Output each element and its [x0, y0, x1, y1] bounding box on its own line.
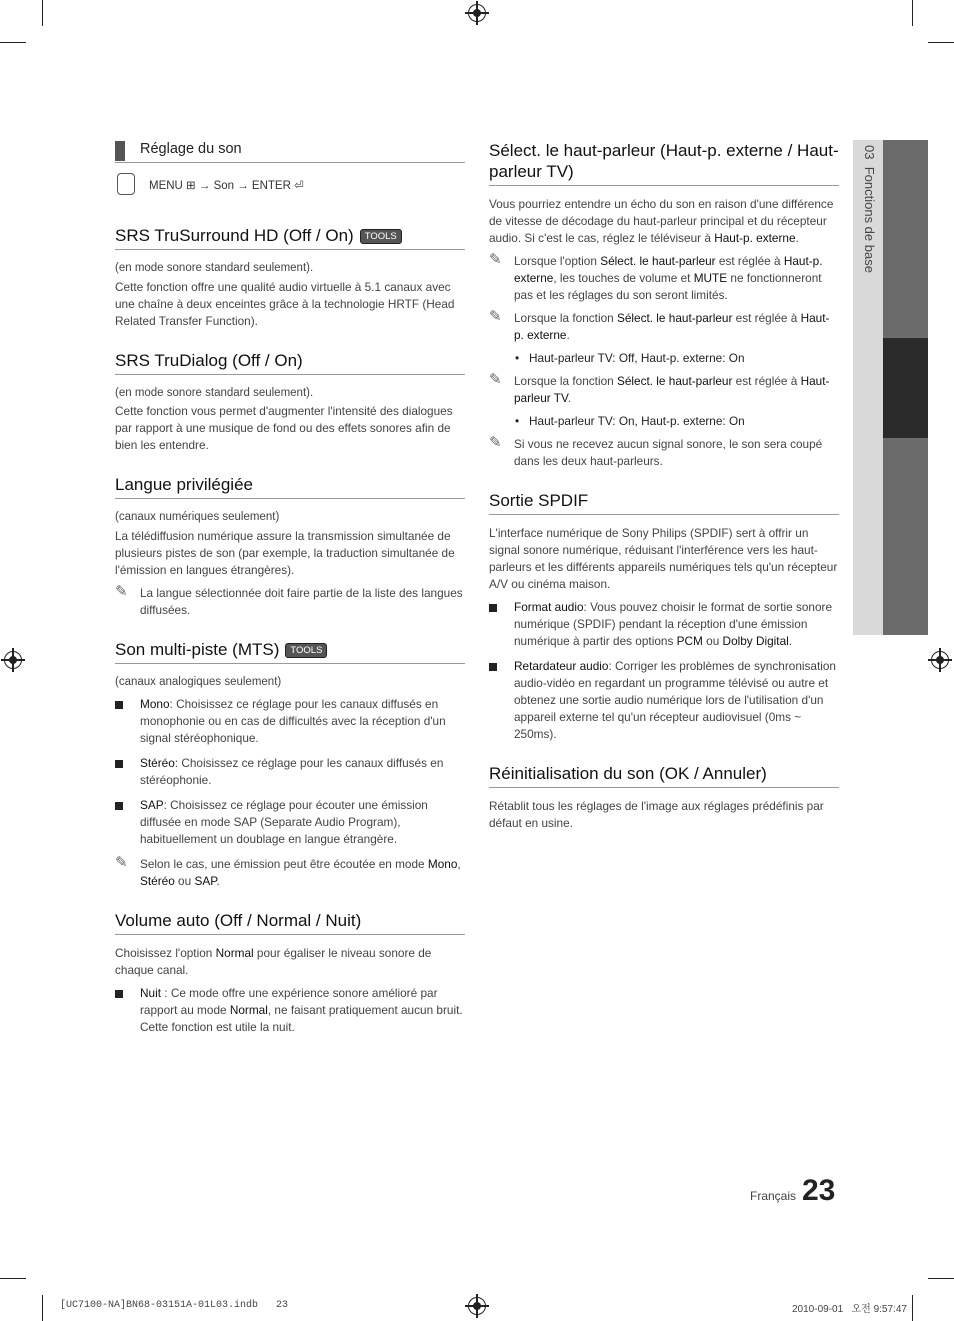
list-item: [489, 658, 839, 743]
note: [489, 373, 839, 407]
item-text: ou: [702, 634, 723, 648]
section-title: Volume auto (Off / Normal / Nuit): [115, 910, 465, 935]
pencil-icon: ✎: [115, 854, 128, 871]
description: Cette fonction offre une qualité audio virtuelle à 5.1 canaux avec une chaîne à deux enceintes grâce à la technologie HRTF (Head Related Transfer Function).: [115, 279, 455, 328]
mode-note: (en mode sonore standard seulement).: [115, 386, 314, 399]
list-item: [115, 985, 465, 1036]
section-label: Réglage du son: [140, 141, 242, 157]
pencil-icon: ✎: [489, 308, 502, 325]
description: [489, 196, 839, 247]
page-number: 23: [802, 1174, 836, 1207]
term: Stéréo: [140, 756, 175, 770]
crop-mark: [928, 42, 954, 43]
pencil-icon: ✎: [115, 582, 128, 600]
term: Stéréo: [140, 874, 175, 888]
term: Haut-p. externe: [514, 254, 823, 285]
list-item: [489, 599, 839, 650]
note: [489, 436, 839, 470]
left-column: [115, 225, 465, 1056]
desc-text: Vous pourriez entendre un écho du son en raison d'une différence de vitesse de décodage du haut-parleur principal et du récepteur audio. Si c'est le cas, réglez le téléviseur à: [489, 197, 834, 245]
crop-mark: [42, 1295, 43, 1321]
section-title: [115, 225, 465, 250]
side-tab-label: [862, 145, 878, 305]
item-text: : Ce mode offre une expérience sonore amélioré par rapport au mode: [140, 986, 438, 1017]
term: Format audio: [514, 600, 584, 614]
term: Haut-p. externe: [714, 231, 796, 245]
section-title: SRS TruDialog (Off / On): [115, 350, 465, 375]
description: La télédiffusion numérique assure la transmission simultanée de plusieurs pistes de son (par exemple, la traduction simultanée de l'émission en langues étrangères).: [115, 528, 455, 577]
note-text: , les touches de volume et: [553, 271, 694, 285]
menu-path-text: MENU ⊞ → Son → ENTER ⏎: [149, 180, 304, 192]
volume-section: [115, 910, 465, 1036]
term: Mono: [140, 697, 170, 711]
crop-mark: [928, 1278, 954, 1279]
description: Cette fonction vous permet d'augmenter l'intensité des dialogues par rapport à une musique de fond ou des effets sonores afin de bien les entendre.: [115, 404, 453, 452]
note-text: .: [566, 328, 570, 342]
term: Normal: [229, 1003, 268, 1017]
note: [115, 582, 465, 619]
description: Rétablit tous les réglages de l'image aux réglages prédéfinis par défaut en usine.: [489, 799, 824, 830]
crop-mark: [912, 1295, 913, 1321]
note-text: Selon le cas, une émission peut être écoutée en mode: [140, 857, 428, 871]
item-text: .: [788, 634, 793, 648]
term: Dolby Digital: [722, 634, 789, 648]
right-column: [489, 140, 839, 852]
note-text: ne fonctionneront pas et les réglages du son seront limités.: [514, 271, 822, 302]
term: Nuit: [140, 986, 161, 1000]
note-text: est réglée à: [715, 254, 784, 268]
section-title: [115, 639, 465, 664]
note-text: .: [567, 391, 572, 405]
item-text: : Corriger les problèmes de synchronisation audio-vidéo en regardant un programme télévisé ou autre et obtenez une sortie audio numérique lors de l'utilisation d'un appareil externe tel qu'un récepteur audiovisuel (0ms ~ 250ms).: [514, 659, 836, 741]
term: Sélect. le haut-parleur: [616, 311, 733, 325]
section-title: Sélect. le haut-parleur (Haut-p. externe / Haut-parleur TV): [489, 140, 839, 186]
tools-badge: TOOLS: [360, 229, 402, 244]
side-tab-block: [883, 438, 928, 635]
print-timestamp: 2010-09-01 오전 9:57:47: [792, 1304, 907, 1315]
note-text: Lorsque l'option: [514, 254, 601, 268]
select-speaker-section: [489, 140, 839, 470]
section-title: Langue privilégiée: [115, 474, 465, 499]
registration-mark-icon: [931, 651, 949, 669]
reset-section: [489, 763, 839, 832]
pencil-icon: ✎: [489, 434, 502, 451]
note: [489, 253, 839, 304]
term: MUTE: [693, 271, 728, 285]
term: PCM: [676, 634, 703, 648]
term: Haut-parleur TV: [514, 374, 830, 405]
mode-note: (canaux numériques seulement): [115, 511, 280, 523]
srs-dialog-section: [115, 350, 465, 455]
section-title: Sortie SPDIF: [489, 490, 839, 515]
mode-note: (en mode sonore standard seulement).: [115, 262, 314, 274]
item-text: , ne faisant pratiquement aucun bruit. Cette fonction est utile la nuit.: [140, 1003, 463, 1034]
pencil-icon: ✎: [489, 371, 502, 388]
term: Mono: [427, 857, 458, 871]
note-text: ou: [174, 874, 195, 888]
print-file-info: [UC7100-NA]BN68-03151A-01L03.indb 23: [60, 1300, 289, 1311]
crop-mark: [912, 0, 913, 26]
sub-item: • Haut-parleur TV: On, Haut-p. externe: On: [489, 413, 839, 430]
pencil-icon: ✎: [489, 251, 502, 268]
term: Sélect. le haut-parleur: [600, 254, 716, 268]
term: Normal: [215, 946, 254, 960]
note-text: Lorsque la fonction: [514, 374, 617, 388]
item-text: : Choisissez ce réglage pour les canaux diffusés en monophonie ou en cas de difficultés avec la réception d'un signal stéréophonique.: [140, 697, 446, 745]
title-text: Son multi-piste (MTS): [115, 639, 280, 659]
mode-note: (canaux analogiques seulement): [115, 675, 282, 688]
hand-icon: [117, 173, 135, 195]
sub-item: • Haut-parleur TV: Off, Haut-p. externe: On: [489, 350, 839, 367]
note: [489, 310, 839, 344]
term: Haut-p. externe: [514, 311, 830, 342]
chapter-title: Fonctions de base: [862, 166, 877, 273]
section-header: [115, 140, 465, 163]
langue-section: [115, 474, 465, 619]
item-text: : Choisissez ce réglage pour les canaux diffusés en stéréophonie.: [140, 756, 444, 787]
registration-mark-icon: [468, 1297, 486, 1315]
section-title: Réinitialisation du son (OK / Annuler): [489, 763, 839, 788]
item-text: : Vous pouvez choisir le format de sortie sonore numérique (SPDIF) pendant la réception d'une émission numérique à partir des options: [514, 600, 833, 648]
term: Sélect. le haut-parleur: [616, 374, 733, 388]
side-tab-block: [883, 140, 928, 338]
tools-badge: TOOLS: [285, 643, 327, 658]
item-text: : Choisissez ce réglage pour écouter une émission diffusée en mode SAP (Separate Audio Program), habituellement un doublage en langue étrangère.: [140, 798, 428, 846]
note-text: est réglée à: [732, 311, 801, 325]
spdif-section: [489, 490, 839, 743]
list-item: [115, 696, 465, 747]
menu-path: [115, 173, 465, 195]
term: Retardateur audio: [514, 659, 609, 673]
footer-language: Français: [750, 1189, 797, 1203]
title-text: SRS TruSurround HD (Off / On): [115, 226, 354, 245]
desc-text: Choisissez l'option: [115, 946, 216, 960]
side-tab-block-active: [883, 338, 928, 438]
crop-mark: [42, 0, 43, 26]
registration-mark-icon: [468, 4, 486, 22]
description: L'interface numérique de Sony Philips (SPDIF) sert à offrir un signal sonore numérique, réduisant l'interférence vers les haut-parleurs et les différents appareils numériques tels qu'un récepteur A/V ou cinéma maison.: [489, 526, 838, 591]
desc-text: pour égaliser le niveau sonore de chaque canal.: [115, 946, 432, 977]
section-marker: [115, 141, 125, 161]
note-text: .: [216, 874, 220, 888]
note-text: Si vous ne recevez aucun signal sonore, le son sera coupé dans les deux haut-parleurs.: [514, 437, 823, 468]
list-item: [115, 755, 465, 789]
note-text: ,: [457, 857, 461, 871]
term: SAP: [140, 798, 164, 812]
chapter-number: 03: [862, 145, 877, 160]
crop-mark: [0, 42, 26, 43]
note-text: Lorsque la fonction: [514, 311, 617, 325]
note: [115, 856, 465, 890]
note-text: est réglée à: [732, 374, 801, 388]
mts-section: [115, 639, 465, 891]
term: SAP: [194, 874, 217, 888]
srs-hd-section: [115, 225, 465, 330]
note-text: La langue sélectionnée doit faire partie de la liste des langues diffusées.: [140, 585, 463, 617]
list-item: [115, 797, 465, 848]
description: [115, 945, 465, 979]
desc-text: .: [795, 231, 799, 245]
registration-mark-icon: [4, 651, 22, 669]
crop-mark: [0, 1278, 26, 1279]
